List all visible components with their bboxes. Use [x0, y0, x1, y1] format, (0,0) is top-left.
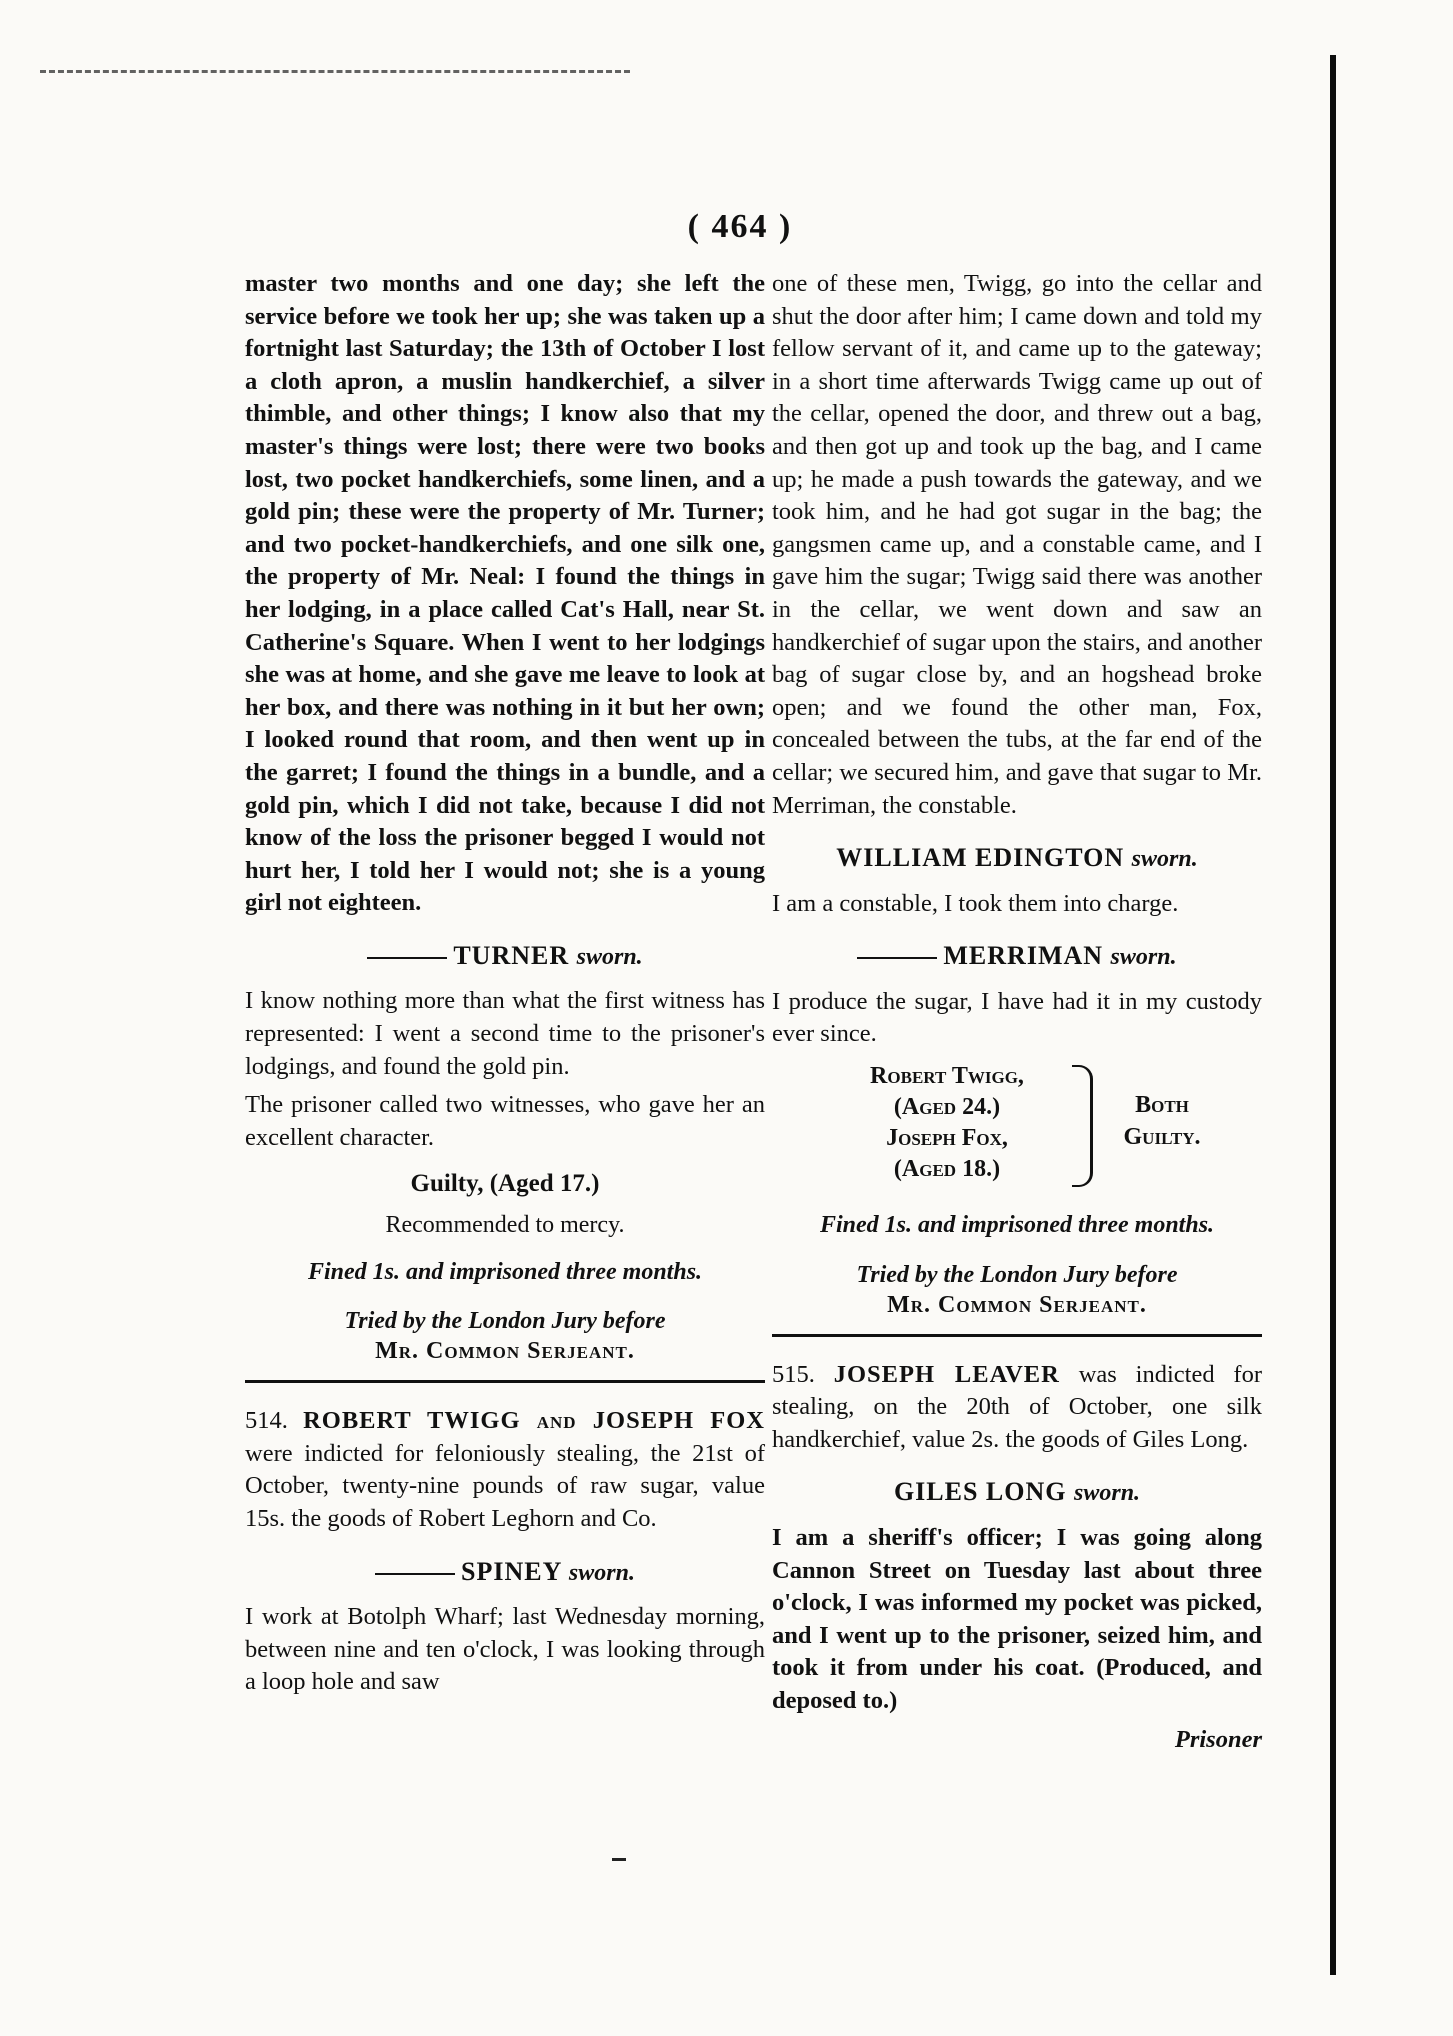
curly-brace	[1072, 1065, 1093, 1187]
indictment-text: were indicted for feloniously stealing, the 21st of October, twenty-nine pounds of raw sugar, value 15s. the goods of Robert Leghorn and Co.	[245, 1439, 765, 1532]
name-blank-dash	[857, 957, 937, 959]
sworn-label: sworn.	[1131, 846, 1198, 873]
judge-name: Mr. Common Serjeant.	[375, 1338, 635, 1365]
witness-name: GILES LONG	[893, 1477, 1067, 1507]
name-blank-dash	[375, 1573, 455, 1575]
tried-line: Tried by the London Jury before	[344, 1308, 666, 1335]
defence-statement: The prisoner called two witnesses, who gave her an excellent character.	[245, 1091, 765, 1151]
prisoner-age: (Aged 24.)	[893, 1094, 1001, 1121]
witness-heading-turner	[245, 940, 765, 974]
witness-name: SPINEY	[461, 1556, 562, 1586]
case-number: 515.	[772, 1360, 815, 1388]
verdict: Guilty, (Aged 17.)	[410, 1170, 600, 1198]
section-rule	[245, 1380, 765, 1383]
section-rule	[772, 1334, 1262, 1337]
ink-mark	[612, 1858, 626, 1861]
edington-testimony: I am a constable, I took them into charge.	[772, 889, 1179, 917]
spiney-testimony-continued: one of these men, Twigg, go into the cellar and shut the door after him; I came down and told my fellow servant of it, and came up to the gateway; in a short time afterwards Twigg came up out of the cellar, opened the door, and threw out a bag, and then got up and took up the bag, and I came up; he made a push towards the gateway, and we took him, and he had got sugar in the bag; the gangsmen came up, and a constable came, and I gave him the sugar; Twigg said there was another in the cellar, we went down and saw an handkerchief of sugar upon the stairs, and another bag of sugar close by, and an hogshead broke open; and we found the other man, Fox, concealed between the tubs, at the far end of the cellar; we secured him, and gave that sugar to Mr. Merriman, the constable.	[772, 270, 1262, 819]
witness-heading-edington	[772, 842, 1262, 876]
prisoner-age: (Aged 18.)	[893, 1156, 1001, 1183]
witness-heading-spiney	[245, 1556, 765, 1590]
page-number: ( 464 )	[687, 208, 793, 245]
merriman-testimony: I produce the sugar, I have had it in my custody ever since.	[772, 987, 1262, 1048]
page-edge-line	[1330, 55, 1336, 1975]
name-blank-dash	[367, 957, 447, 959]
spiney-testimony: I work at Botolph Wharf; last Wednesday morning, between nine and ten o'clock, I was looking through a loop hole and saw	[245, 1603, 765, 1696]
header-rule	[40, 70, 630, 81]
prisoner-names	[832, 1061, 1062, 1185]
sworn-label: sworn.	[568, 1559, 635, 1586]
recommendation: Recommended to mercy.	[385, 1212, 625, 1239]
judge-name: Mr. Common Serjeant.	[887, 1291, 1147, 1318]
case-514-indictment	[245, 1405, 765, 1535]
witness-name: MERRIMAN	[943, 941, 1104, 971]
catchword: Prisoner	[1174, 1725, 1262, 1753]
tried-before	[772, 1260, 1262, 1320]
sentence: Fined 1s. and imprisoned three months.	[819, 1212, 1215, 1239]
defendant-names: ROBERT TWIGG and JOSEPH FOX	[303, 1407, 765, 1435]
turner-testimony: I know nothing more than what the first witness has represented: I went a second time to the prisoner's lodgings, and found the gold pin.	[245, 987, 765, 1080]
left-column	[245, 268, 765, 1705]
witness-name: WILLIAM EDINGTON	[836, 843, 1125, 873]
indictment-text: was indicted for stealing, on the 20th of October, one silk handkerchief, value 2s. the goods of Giles Long.	[772, 1360, 1263, 1453]
tried-before	[245, 1306, 765, 1366]
verdict-line: Both	[1135, 1092, 1189, 1119]
witness-heading-merriman	[772, 940, 1262, 974]
testimony-continuation: master two months and one day; she left the service before we took her up; she was taken up a fortnight last Saturday; the 13th of October I lost a cloth apron, a muslin handkerchief, a silver thimble, and other things; I know also that my master's things were lost; there were two books lost, two pocket handkerchiefs, some linen, and a gold pin; these were the property of Mr. Turner; and two pocket-handkerchiefs, and one silk one, the property of Mr. Neal: I found the things in her lodging, in a place called Cat's Hall, near St. Catherine's Square. When I went to her lodgings she was at home, and she gave me leave to look at her box, and there was nothing in it but her own; I looked round that room, and then went up in the garret; I found the things in a bundle, and a gold pin, which I did not take, because I did not know of the loss the prisoner begged I would not hurt her, I told her I would not; she is a young girl not eighteen.	[245, 270, 765, 917]
witness-name: TURNER	[453, 940, 570, 970]
sworn-label: sworn.	[1110, 944, 1177, 971]
long-testimony: I am a sheriff's officer; I was going along Cannon Street on Tuesday last about three o'clock, I was informed my pocket was picked, and I went up to the prisoner, seized him, and took it from under his coat. (Produced, and deposed to.)	[772, 1524, 1262, 1714]
case-number: 514.	[245, 1407, 288, 1435]
prisoners-verdict-block	[772, 1061, 1262, 1191]
defendant-name: JOSEPH LEAVER	[833, 1360, 1060, 1388]
tried-line: Tried by the London Jury before	[856, 1261, 1178, 1288]
right-column	[772, 268, 1262, 1756]
joint-verdict	[1107, 1089, 1217, 1153]
prisoner-name: Joseph Fox,	[886, 1125, 1008, 1152]
sentence: Fined 1s. and imprisoned three months.	[307, 1258, 703, 1285]
prisoner-name: Robert Twigg,	[870, 1063, 1024, 1090]
case-515-indictment	[772, 1359, 1262, 1457]
sworn-label: sworn.	[1074, 1480, 1141, 1507]
witness-heading-long	[772, 1476, 1262, 1510]
sworn-label: sworn.	[576, 943, 643, 970]
verdict-line: Guilty.	[1123, 1124, 1201, 1151]
